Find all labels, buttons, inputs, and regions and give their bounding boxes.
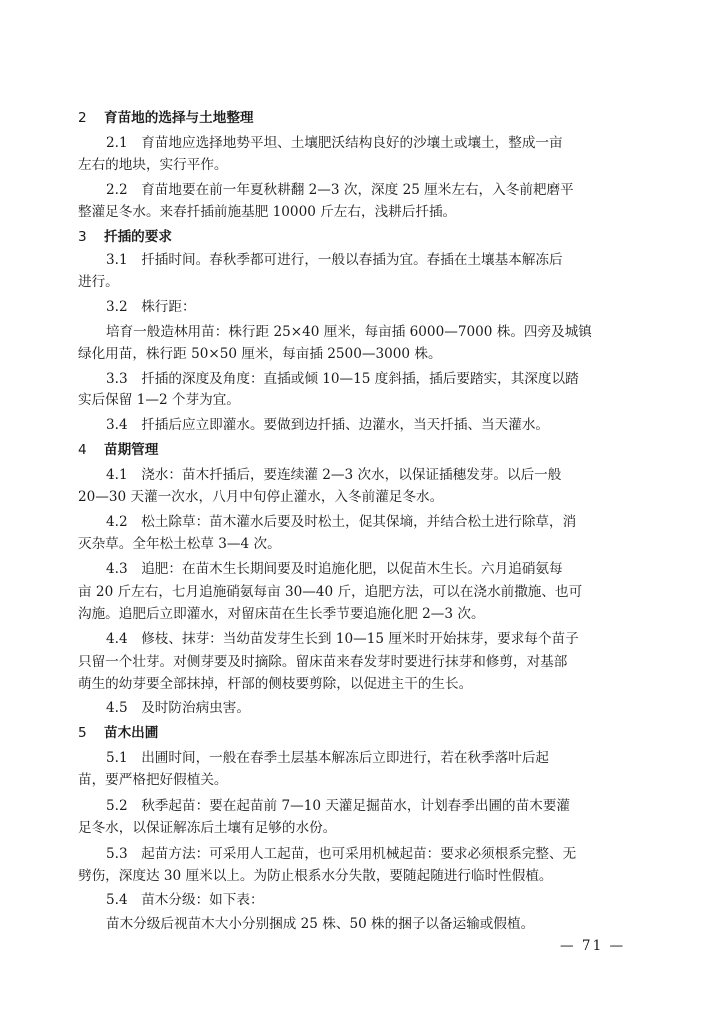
page-number: — 71 — [560, 938, 626, 954]
section-heading [78, 440, 658, 460]
paragraph-line: 5.1 出圃时间，一般在春季土层基本解冻后立即进行，若在秋季落叶后起 [106, 750, 550, 766]
paragraph-line: 萌生的幼芽要全部抹掉，杆部的侧枝要剪除，以促进主干的生长。 [78, 676, 473, 692]
paragraph-line: 5.3 起苗方法：可采用人工起苗，也可采用机械起苗：要求必须根系完整、无 [106, 846, 577, 862]
paragraph-line: 沟施。追肥后立即灌水，对留床苗在生长季节要追施化肥 2—3 次。 [78, 606, 485, 622]
paragraph-line: 5.4 苗木分级：如下表： [106, 892, 264, 908]
paragraph-line: 4.5 及时防治病虫害。 [106, 700, 250, 716]
paragraph-line: 4.3 追肥：在苗木生长期间要及时追施化肥，以促苗木生长。六月追硝氨每 [106, 561, 563, 577]
paragraph-line: 3.2 株行距： [106, 299, 196, 315]
paragraph-line: 4.1 浇水：苗木扦插后，要连续灌 2—3 次水，以保证插穗发芽。以后一般 [106, 467, 562, 483]
section-heading [78, 227, 658, 247]
paragraph-line: 足冬水，以保证解冻后土壤有足够的水份。 [78, 820, 337, 836]
paragraph-line: 5.2 秋季起苗：要在起苗前 7—10 天灌足掘苗水，计划春季出圃的苗木要灌 [106, 798, 571, 814]
paragraph-line: 整灌足冬水。来春扦插前施基肥 10000 斤左右，浅耕后扦插。 [78, 204, 457, 220]
paragraph-line: 2.1 育苗地应选择地势平坦、土壤肥沃结构良好的沙壤土或壤土，整成一亩 [106, 135, 563, 151]
paragraph-line: 4.2 松土除草：苗木灌水后要及时松土，促其保墒，并结合松土进行除草，消 [106, 514, 577, 530]
paragraph-line: 4.4 修枝、抹芽：当幼苗发芽生长到 10—15 厘米时开始抹芽，要求每个苗子 [106, 631, 579, 647]
paragraph-line: 左右的地块，实行平作。 [78, 157, 228, 173]
paragraph-line: 3.4 扦插后应立即灌水。要做到边扦插、边灌水，当天扦插、当天灌水。 [106, 417, 550, 433]
paragraph-line: 绿化用苗，株行距 50×50 厘米，每亩插 2500—3000 株。 [78, 346, 442, 362]
section-title: 育苗地的选择与土地整理 [104, 110, 254, 126]
section-number: 4 [78, 442, 87, 458]
section-heading [78, 723, 658, 743]
paragraph-line: 实后保留 1—2 个芽为宜。 [78, 392, 240, 408]
paragraph-line: 3.1 扦插时间。春秋季都可进行，一般以春插为宜。春插在土壤基本解冻后 [106, 252, 563, 268]
paragraph-line: 灭杂草。全年松土松草 3—4 次。 [78, 536, 281, 552]
paragraph-line: 进行。 [78, 274, 119, 290]
section-number: 2 [78, 110, 87, 126]
paragraph-line: 劈伤，深度达 30 厘米以上。为防止根系水分失散，要随起随进行临时性假植。 [78, 868, 553, 884]
paragraph-line: 苗木分级后视苗木大小分别捆成 25 株、50 株的捆子以备运输或假植。 [106, 916, 535, 932]
section-title: 苗期管理 [104, 442, 159, 458]
section-title: 苗木出圃 [104, 725, 159, 741]
section-number: 3 [78, 229, 87, 245]
paragraph-line: 2.2 育苗地要在前一年夏秋耕翻 2—3 次，深度 25 厘米左右，入冬前耙磨平 [106, 182, 574, 198]
paragraph-line: 20—30 天灌一次水，八月中旬停止灌水，入冬前灌足冬水。 [78, 489, 444, 505]
section-heading [78, 108, 658, 128]
section-title: 扦插的要求 [104, 229, 172, 245]
paragraph-line: 苗，要严格把好假植关。 [78, 772, 228, 788]
paragraph-line: 亩 20 斤左右，七月追施硝氨每亩 30—40 斤，追肥方法，可以在浇水前撒施、也可 [78, 584, 583, 600]
section-number: 5 [78, 725, 87, 741]
paragraph-line: 培育一般造林用苗：株行距 25×40 厘米，每亩插 6000—7000 株。四旁及城镇 [106, 324, 592, 340]
paragraph-line: 只留一个壮芽。对侧芽要及时摘除。留床苗来春发芽时要进行抹芽和修剪，对基部 [78, 654, 568, 670]
paragraph-line: 3.3 扦插的深度及角度：直插或倾 10—15 度斜插，插后要踏实，其深度以踏 [106, 371, 579, 387]
